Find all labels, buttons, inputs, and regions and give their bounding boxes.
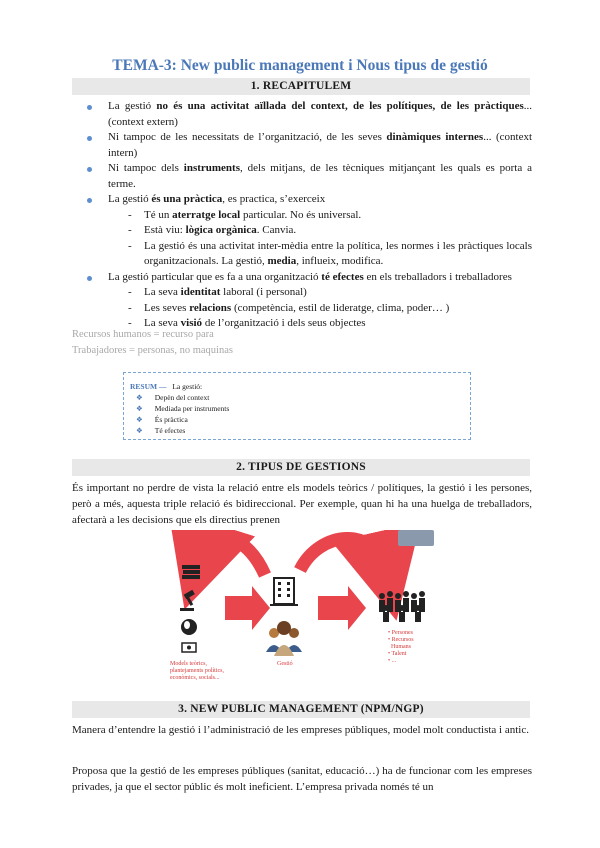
building-icon (270, 578, 298, 606)
grey-tab (398, 530, 434, 546)
resum-item: ❖ Depèn del context (136, 393, 210, 402)
money-icon (182, 643, 196, 652)
right-list-item: • Recursos (388, 637, 414, 643)
diamond-star-icon: ❖ (136, 415, 143, 424)
manager-people-icon (266, 621, 302, 656)
bullet-dot-icon (87, 136, 92, 141)
globe-icon (181, 619, 197, 635)
resum-item: ❖ És pràctica (136, 415, 188, 424)
straight-arrow-right (318, 586, 366, 630)
resum-item: ❖ Mediada per instruments (136, 404, 230, 413)
bullet-dot-icon (87, 105, 92, 110)
section2-paragraph: És important no perdre de vista la relació entre els models teòrics / polítiques, la gestió i les persones, però a més, aquesta triple relació és bidireccional. Per exemple, quan hi ha una huelga de treballadors, afectarà a les decisions que els directius prenen (72, 482, 532, 526)
middle-caption: Gestió (277, 661, 293, 667)
sub-item: - Les seves relacions (competència, estil de lideratge, clima, poder… ) (128, 301, 450, 314)
resum-heading: RESUM — La gestió: (130, 382, 203, 391)
resum-box (123, 372, 471, 440)
sub-item: - La seva identitat laboral (i personal) (128, 286, 307, 298)
straight-arrow-left (225, 586, 270, 630)
bullet-item: Ni tampoc de les necessitats de l’organització, de les seves dinàmiques internes... (context intern) (72, 130, 532, 161)
bullet-item: La gestió particular que es fa a una organització té efectes en els treballadors i treballadores (72, 270, 532, 286)
recapitulem-list (72, 99, 532, 332)
section3-paragraph-2: Proposa que la gestió de les empreses públiques (sanitat, educació…) ha de funcionar com les empreses privades, ja que el sector públic és molt ineficient. L’empresa privada només té un (72, 765, 532, 793)
resum-item: ❖ Té efectes (136, 426, 186, 435)
diamond-star-icon: ❖ (136, 393, 143, 402)
left-caption: Models teòrics, plantejaments polítics, econòmics, socials... (170, 661, 224, 681)
gestio-diagram (170, 530, 470, 692)
bullet-dot-icon (87, 167, 92, 172)
right-list-item: Humans (391, 644, 411, 650)
gavel-icon (180, 590, 195, 611)
grey-note: Recursos humanos = recurso para (72, 329, 214, 340)
crowd-icon (379, 591, 425, 622)
grey-note: Trabajadores = personas, no maquinas (72, 345, 233, 356)
document-title: TEMA-3: New public management i Nous tipus de gestió (112, 57, 488, 74)
bullet-item: La gestió és una pràctica, es practica, s’exerceix (72, 192, 532, 208)
curved-arrow-left (200, 538, 265, 575)
sub-item: - La gestió és una activitat inter-mèdia entre la política, les normes i les pràctiques locals organitzacionals. La gestió, media, influeix, modifica. (128, 239, 532, 267)
right-list-item: • Persones (388, 630, 413, 636)
diamond-star-icon: ❖ (136, 404, 143, 413)
right-list-item: • Talent (388, 651, 407, 657)
section-heading-recapitulem: 1. RECAPITULEM (72, 78, 530, 95)
section-heading-npm: 3. NEW PUBLIC MANAGEMENT (NPM/NGP) (72, 701, 530, 718)
sub-item: - La seva visió de l’organització i dels seus objectes (128, 317, 366, 329)
section3-paragraph-1: Manera d’entendre la gestió i l’administració de les empreses públiques, model molt conductista i antic. (72, 724, 529, 736)
diamond-star-icon: ❖ (136, 426, 143, 435)
bullet-item: La gestió no és una activitat aïllada del context, de les polítiques, de les pràctiques... (context extern) (72, 99, 532, 130)
sub-item: - Està viu: lògica orgànica. Canvia. (128, 224, 297, 236)
curved-arrow-right (300, 538, 385, 570)
right-list-item: • ... (388, 658, 397, 664)
sub-item: - Té un aterratge local particular. No és universal. (128, 208, 362, 221)
books-icon (182, 565, 200, 579)
bullet-dot-icon (87, 276, 92, 281)
bullet-dot-icon (87, 198, 92, 203)
section-heading-tipus-gestions: 2. TIPUS DE GESTIONS (72, 459, 530, 476)
bullet-item: Ni tampoc dels instruments, dels mitjans, de les tècniques mitjançant les quals es porta a terme. (72, 161, 532, 192)
